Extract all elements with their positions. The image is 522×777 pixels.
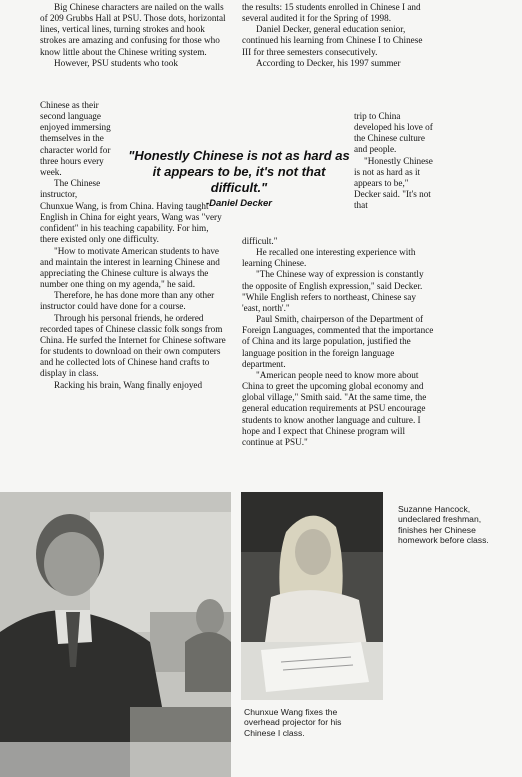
pull-quote xyxy=(124,148,354,209)
paragraph: "American people need to know more about China to greet the upcoming global economy and global village," Smith said. "At the same time, the general education requirements at PSU encourage students to know another language and culture. I hope and I expect that Chinese program will continue at PSU." xyxy=(242,369,427,447)
wrapped-text-left xyxy=(40,100,118,200)
article-column-right-top xyxy=(242,2,432,69)
paragraph: "The Chinese way of expression is constantly the opposite of English expression," said Decker. "While English refers to northeast, Chinese say 'east, north'." xyxy=(242,269,424,313)
paragraph: He recalled one interesting experience with learning Chinese. xyxy=(242,247,416,269)
paragraph: Big Chinese characters are nailed on the walls of 209 Grubbs Hall at PSU. Those dots, horizontal lines, vertical lines, turning strokes and hook strokes are amazing and confusing for those who know little about the Chinese writing system. xyxy=(40,2,226,57)
paragraph: Therefore, he has done more than any other instructor could have done for a course. xyxy=(40,290,215,312)
paragraph: the results: 15 students enrolled in Chinese I and several audited it for the Spring of 1998. xyxy=(242,2,421,24)
paragraph: However, PSU students who took xyxy=(54,57,178,68)
photo-caption-instructor: Chunxue Wang fixes the overhead projector for his Chinese I class. xyxy=(244,707,342,738)
paragraph: According to Decker, his 1997 summer xyxy=(256,57,401,68)
paragraph: Chunxue Wang, is from China. Having taught English in China for eight years, Wang was "very confident" in his teaching capability. For him, there existed only one difficulty. xyxy=(40,201,222,245)
pull-quote-attribution: -Daniel Decker xyxy=(205,198,272,209)
paragraph: difficult." xyxy=(242,236,278,246)
paragraph: The Chinese instructor, xyxy=(40,178,101,200)
paragraph: Daniel Decker, general education senior, continued his learning from Chinese I to Chinese III for three semesters consecutively. xyxy=(242,24,423,57)
paragraph: Chinese as their second language enjoyed immersing themselves in the character world for three hours every week. xyxy=(40,100,111,177)
instructor-photo-illustration xyxy=(0,492,231,777)
pull-quote-text: "Honestly Chinese is not as hard as it appears to be, it's not that difficult." xyxy=(128,148,350,195)
paragraph: Through his personal friends, he ordered recorded tapes of Chinese classic folk songs from China. He surfed the Internet for Chinese software for students to download on their own computers and he collected lots of Chinese hand crafts to display in class. xyxy=(40,312,226,379)
paragraph: "How to motivate American students to have and maintain the interest in learning Chinese and appreciating the Chinese culture is always the number one thing on my agenda," he said. xyxy=(40,245,220,290)
photo-student xyxy=(241,492,383,700)
paragraph: trip to China developed his love of the Chinese culture and people. xyxy=(354,111,433,155)
article-column-left-top xyxy=(40,2,227,69)
article-column-left-bottom xyxy=(40,201,227,391)
paragraph: Paul Smith, chairperson of the Department of Foreign Languages, commented that the importance of China and its large population, justified the language position in the foreign language department. xyxy=(242,314,434,369)
wrapped-text-right xyxy=(354,111,436,211)
photo-caption-student: Suzanne Hancock, undeclared freshman, finishes her Chinese homework before class. xyxy=(398,504,489,546)
photo-instructor xyxy=(0,492,231,777)
paragraph: "Honestly Chinese is not as hard as it appears to be," Decker said. "It's not that xyxy=(354,155,433,211)
paragraph: Racking his brain, Wang finally enjoyed xyxy=(54,379,203,390)
article-column-right-bottom xyxy=(242,236,434,448)
student-photo-illustration xyxy=(241,492,383,700)
